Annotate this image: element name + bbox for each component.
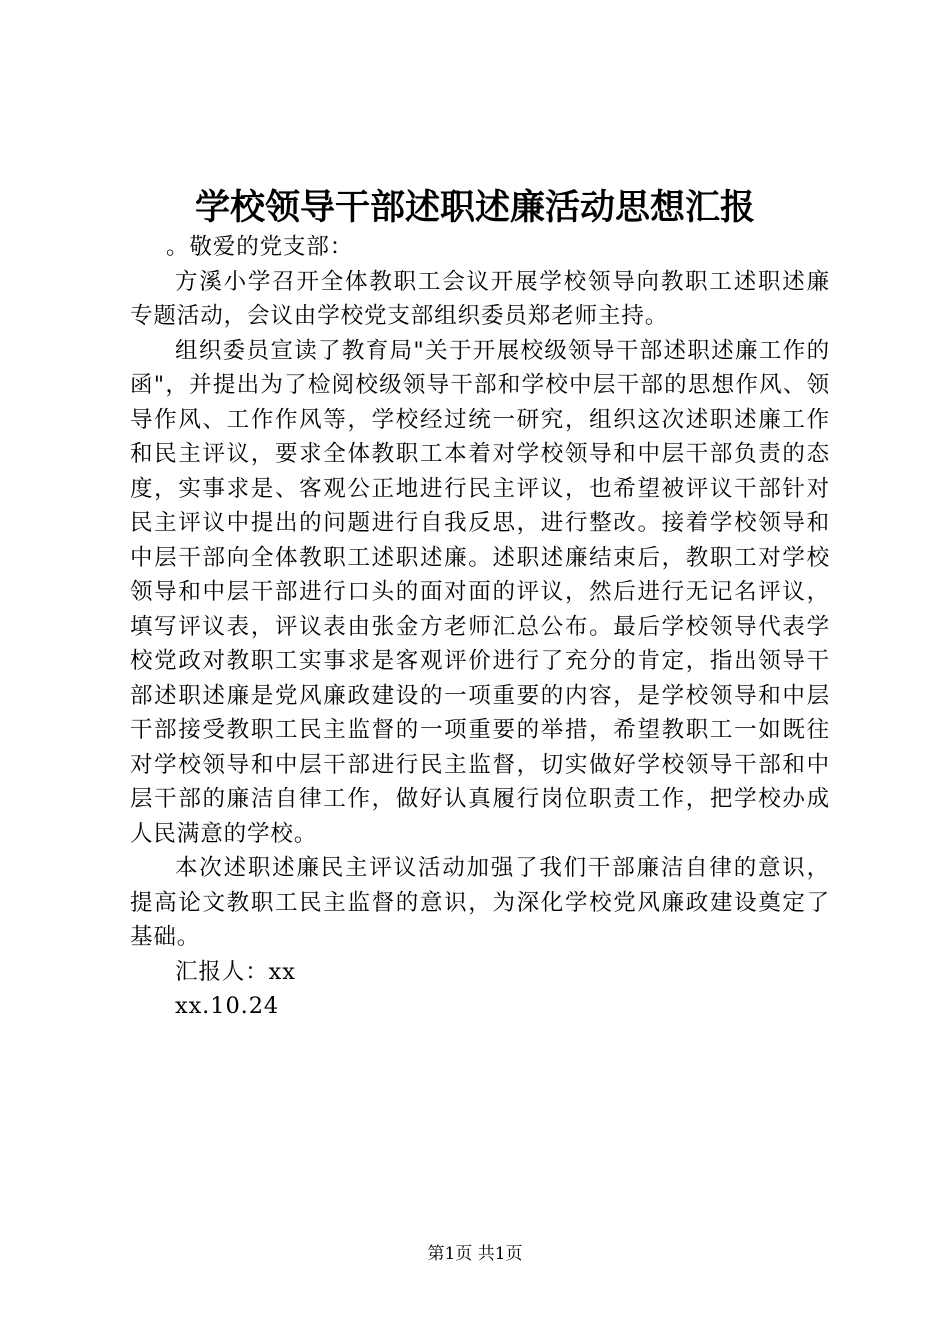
paragraph-2: 组织委员宣读了教育局"关于开展校级领导干部述职述廉工作的函"，并提出为了检阅校级领导干部和学校中层干部的思想作风、领导作风、工作作风等，学校经过统一研究，组织这次述职述廉工作和民主评议，要求全体教职工本着对学校领导和中层干部负责的态度，实事求是、客观公正地进行民主评议，也希望被评议干部针对民主评议中提出的问题进行自我反思，进行整改。接着学校领导和中层干部向全体教职工述职述廉。述职述廉结束后，教职工对学校领导和中层干部进行口头的面对面的评议，然后进行无记名评议，填写评议表，评议表由张金方老师汇总公布。最后学校领导代表学校党政对教职工实事求是客观评价进行了充分的肯定，指出领导干部述职述廉是党风廉政建设的一项重要的内容，是学校领导和中层干部接受教职工民主监督的一项重要的举措，希望教职工一如既往对学校领导和中层干部进行民主监督，切实做好学校领导干部和中层干部的廉洁自律工作，做好认真履行岗位职责工作，把学校办成人民满意的学校。	[130, 337, 830, 847]
date-line: xx.10.24	[175, 993, 280, 1019]
paragraph-3: 本次述职述廉民主评议活动加强了我们干部廉洁自律的意识，提高论文教职工民主监督的意识，为深化学校党风廉政建设奠定了基础。	[130, 855, 830, 950]
reporter-line: 汇报人：xx	[175, 958, 296, 985]
paragraph-1: 方溪小学召开全体教职工会议开展学校领导向教职工述职述廉专题活动，会议由学校党支部组织委员郑老师主持。	[130, 268, 830, 329]
document-title: 学校领导干部述职述廉活动思想汇报	[194, 187, 755, 228]
document-body	[130, 230, 830, 1024]
salutation: 。敬爱的党支部：	[166, 234, 354, 260]
page-footer: 第1页 共1页	[427, 1244, 523, 1264]
